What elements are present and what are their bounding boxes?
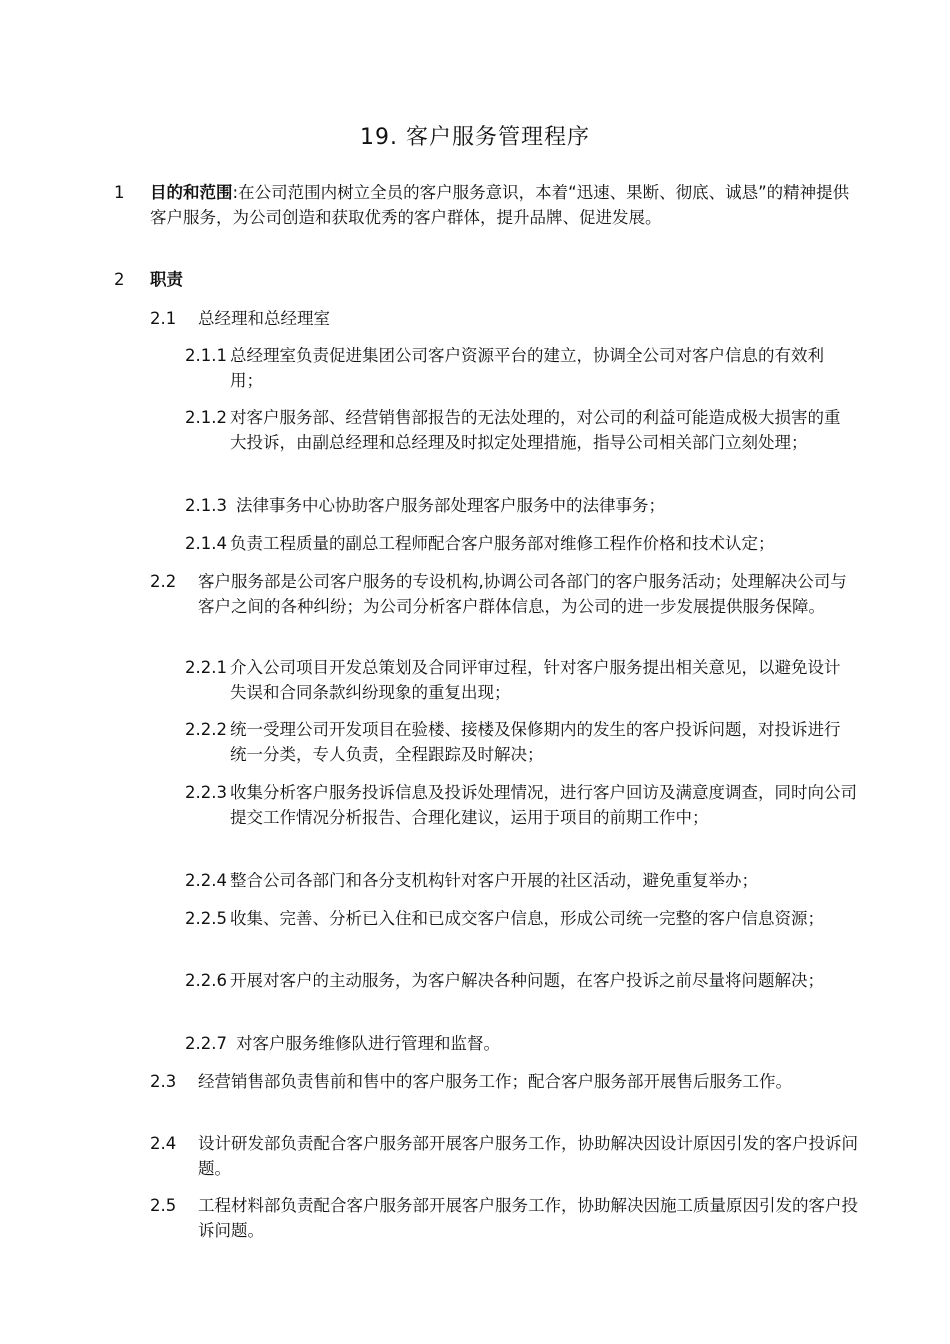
item-text: 经营销售部负责售前和售中的客户服务工作；配合客户服务部开展售后服务工作。 [198,1072,792,1091]
list-item [185,717,855,767]
section-number: 2 [114,270,125,289]
section-heading: 职责 [150,270,183,289]
section-purpose-scope [114,180,860,230]
item-number: 2.1.3 [185,496,227,515]
item-text: 整合公司各部门和各分支机构针对客户开展的社区活动，避免重复举办； [230,871,758,890]
item-number: 2.2.3 [185,783,227,802]
list-item [185,493,856,518]
item-number: 2.5 [150,1196,177,1215]
list-item [185,1031,856,1056]
item-number: 2.2.6 [185,971,227,990]
list-item [185,405,855,455]
item-number: 2.2.2 [185,720,227,739]
item-text: 总经理室负责促进集团公司客户资源平台的建立，协调全公司对客户信息的有效利用； [230,346,824,390]
item-text: 法律事务中心协助客户服务部处理客户服务中的法律事务； [236,496,665,515]
item-text: 总经理和总经理室 [198,309,330,328]
item-text: 设计研发部负责配合客户服务部开展客户服务工作，协助解决因设计原因引发的客户投诉问题。 [198,1134,858,1178]
item-number: 2.2.1 [185,658,227,677]
document-title: 19. 客户服务管理程序 [360,125,590,150]
item-text: 对客户服务部、经营销售部报告的无法处理的，对公司的利益可能造成极大损害的重大投诉，由副总经理和总经理及时拟定处理措施，指导公司相关部门立刻处理； [230,408,841,452]
item-text: 介入公司项目开发总策划及合同评审过程，针对客户服务提出相关意见，以避免设计失误和合同条款纠纷现象的重复出现； [230,658,841,702]
item-number: 2.1.2 [185,408,227,427]
item-number: 2.2 [150,572,177,591]
item-text: 客户服务部是公司客户服务的专设机构,协调公司各部门的客户服务活动；处理解决公司与客户之间的各种纠纷；为公司分析客户群体信息，为公司的进一步发展提供服务保障。 [198,572,847,616]
list-item [185,780,865,830]
list-item [185,343,855,393]
list-item [150,1069,858,1094]
section-body: 目的和范围:在公司范围内树立全员的客户服务意识，本着“迅速、果断、彻底、诚恳”的精神提供客户服务，为公司创造和获取优秀的客户群体，提升品牌、促进发展。 [150,183,850,227]
item-number: 2.2.7 [185,1034,227,1053]
list-item [150,1193,858,1243]
section-number: 1 [114,183,125,202]
item-text: 负责工程质量的副总工程师配合客户服务部对维修工程作价格和技术认定； [230,534,775,553]
list-item [150,1131,858,1181]
item-number: 2.1.4 [185,534,227,553]
list-item [185,531,870,556]
section-heading: 目的和范围 [150,183,233,202]
item-number: 2.1.1 [185,346,227,365]
item-text: 收集、完善、分析已入住和已成交客户信息，形成公司统一完整的客户信息资源； [230,909,824,928]
item-text: 收集分析客户服务投诉信息及投诉处理情况，进行客户回访及满意度调查，同时向公司提交工作情况分析报告、合理化建议，运用于项目的前期工作中； [230,783,857,827]
list-item [185,968,855,993]
list-item [185,906,855,931]
list-item [150,306,858,331]
list-item [150,569,858,619]
item-number: 2.2.4 [185,871,227,890]
item-text: 开展对客户的主动服务，为客户解决各种问题，在客户投诉之前尽量将问题解决； [230,971,824,990]
list-item [185,655,855,705]
item-number: 2.1 [150,309,177,328]
item-text: 统一受理公司开发项目在验楼、接楼及保修期内的发生的客户投诉问题，对投诉进行统一分类，专人负责，全程跟踪及时解决； [230,720,841,764]
section-text: 在公司范围内树立全员的客户服务意识，本着“迅速、果断、彻底、诚恳”的精神提供客户服务，为公司创造和获取优秀的客户群体，提升品牌、促进发展。 [150,183,850,227]
item-number: 2.3 [150,1072,177,1091]
section-responsibilities [114,267,860,292]
item-number: 2.2.5 [185,909,227,928]
item-text: 对客户服务维修队进行管理和监督。 [236,1034,500,1053]
item-text: 工程材料部负责配合客户服务部开展客户服务工作，协助解决因施工质量原因引发的客户投诉问题。 [198,1196,858,1240]
list-item [185,868,865,893]
item-number: 2.4 [150,1134,177,1153]
